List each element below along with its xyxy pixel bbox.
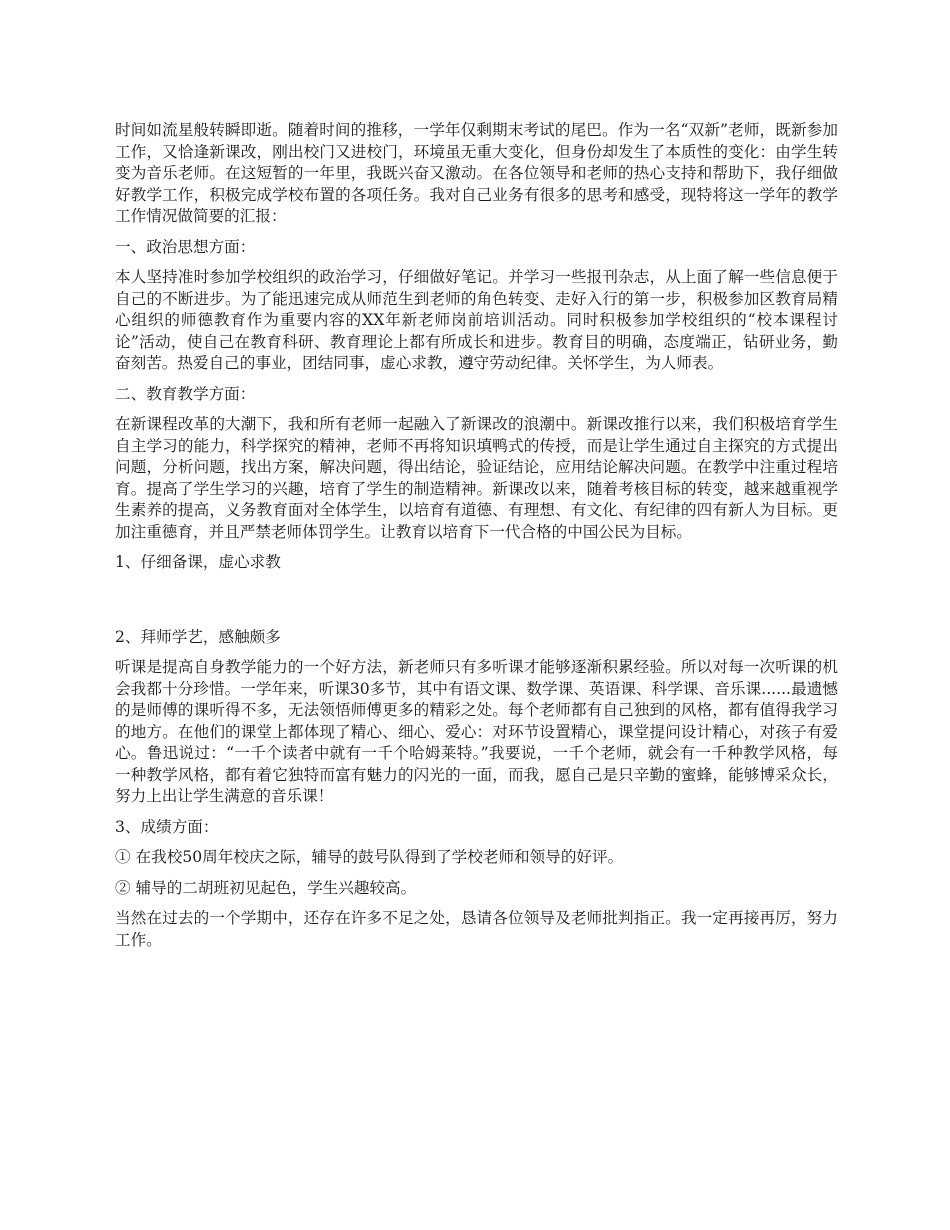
closing-paragraph: 当然在过去的一个学期中，还存在许多不足之处，恳请各位领导及老师批判指正。我一定再接再厉，努力工作。 bbox=[115, 909, 838, 949]
section-heading-teaching: 二、教育教学方面： bbox=[115, 384, 256, 403]
political-paragraph: 本人坚持准时参加学校组织的政治学习，仔细做好笔记。并学习一些报刊杂志，从上面了解一些信息便于自己的不断进步。为了能迅速完成从师范生到老师的角色转变、走好入行的第一步，积极参加区教育局精心组织的师德教育作为重要内容的XX年新老师岗前培训活动。同时积极参加学校组织的“校本课程讨论”活动，使自己在教育科研、教育理论上都有所成长和进步。教育目的明确，态度端正，钻研业务，勤奋刻苦。热爱自己的事业，团结同事，虚心求教，遵守劳动纪律。关怀学生，为人师表。 bbox=[115, 268, 838, 372]
subheading-lesson-prep: 1、仔细备课，虚心求教 bbox=[115, 553, 281, 571]
document-body bbox=[115, 120, 838, 960]
achievement-item-1: ① 在我校50周年校庆之际，辅导的鼓号队得到了学校老师和领导的好评。 bbox=[115, 848, 624, 866]
section-heading-political: 一、政治思想方面： bbox=[115, 237, 256, 256]
lesson-observation-paragraph: 听课是提高自身教学能力的一个好方法，新老师只有多听课才能够逐渐积累经验。所以对每一次听课的机会我都十分珍惜。一学年来，听课30多节，其中有语文课、数学课、英语课、科学课、音乐课......最遗憾的是师傅的课听得不多，无法领悟师傅更多的精彩之处。每个老师都有自己独到的风格，都有值得我学习的地方。在他们的课堂上都体现了精心、细心、爱心：对环节设置精心，课堂提问设计精心，对孩子有爱心。鲁迅说过：“一千个读者中就有一千个哈姆莱特。”我要说，一千个老师，就会有一千种教学风格，每一种教学风格，都有着它独特而富有魅力的闪光的一面，而我，愿自己是只辛勤的蜜蜂，能够博采众长，努力上出让学生满意的音乐课！ bbox=[115, 658, 838, 805]
subheading-achievements: 3、成绩方面： bbox=[115, 817, 219, 836]
intro-paragraph: 时间如流星般转瞬即逝。随着时间的推移，一学年仅剩期末考试的尾巴。作为一名“双新”老师，既新参加工作，又恰逢新课改，刚出校门又进校门，环境虽无重大变化，但身份却发生了本质性的变化：由学生转变为音乐老师。在这短暂的一年里，我既兴奋又激动。在各位领导和老师的热心支持和帮助下，我仔细做好教学工作，积极完成学校布置的各项任务。我对自己业务有很多的思考和感受，现特将这一学年的教学工作情况做简要的汇报： bbox=[115, 121, 838, 225]
teaching-paragraph: 在新课程改革的大潮下，我和所有老师一起融入了新课改的浪潮中。新课改推行以来，我们积极培育学生自主学习的能力，科学探究的精神，老师不再将知识填鸭式的传授，而是让学生通过自主探究的方式提出问题，分析问题，找出方案，解决问题，得出结论，验证结论，应用结论解决问题。在教学中注重过程培育。提高了学生学习的兴趣，培育了学生的制造精神。新课改以来，随着考核目标的转变，越来越重视学生素养的提高，义务教育面对全体学生，以培育有道德、有理想、有文化、有纪律的四有新人为目标。更加注重德育，并且严禁老师体罚学生。让教育以培育下一代合格的中国公民为目标。 bbox=[115, 415, 838, 541]
subheading-apprenticeship: 2、拜师学艺，感触颇多 bbox=[115, 627, 281, 646]
achievement-item-2: ② 辅导的二胡班初见起色，学生兴趣较高。 bbox=[115, 878, 417, 897]
